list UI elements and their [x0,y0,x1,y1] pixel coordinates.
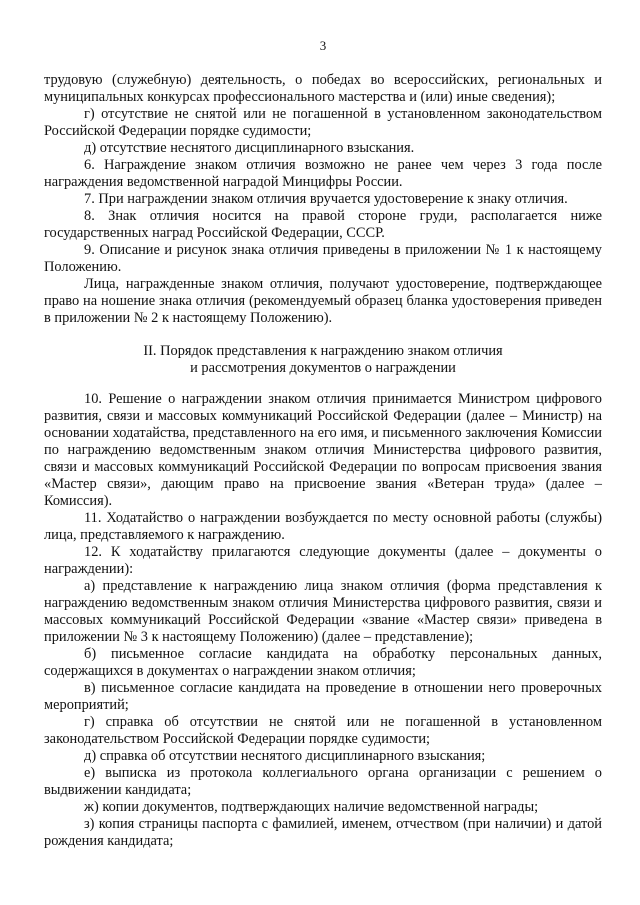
paragraph-12-b: б) письменное согласие кандидата на обработку персональных данных, содержащихся в документах о награждении знаком отличия; [44,646,602,679]
section-title-line-2: и рассмотрения документов о награждении [190,360,456,376]
page-number: 3 [319,38,327,53]
paragraph-12-e: е) выписка из протокола коллегиального органа организации с решением о выдвижении кандидата; [44,765,602,798]
paragraph-9: 9. Описание и рисунок знака отличия приведены в приложении № 1 к настоящему Положению. [44,242,602,275]
paragraph-item-d: д) отсутствие неснятого дисциплинарного взыскания. [84,140,415,156]
paragraph-12-a: а) представление к награждению лица знаком отличия (форма представления к награждению ведомственным знаком отличия Министерства цифрового развития, связи и массовых коммуникаций Российской Федерации «звание «Мастер связи» приведена в приложении № 3 к настоящему Положению) (далее – представление); [44,578,602,645]
paragraph-12-zh: ж) копии документов, подтверждающих наличие ведомственной награды; [84,799,539,815]
section-title [44,343,602,377]
paragraph-10: 10. Решение о награждении знаком отличия принимается Министром цифрового развития, связи и массовых коммуникаций Российской Федерации (далее – Министр) на основании ходатайства, представленного на его имя, и письменного заключения Комиссии по награждению ведомственным знаком отличия Министерства цифрового развития, связи и массовых коммуникаций Российской Федерации по вопросам присвоения звания «Мастер связи», дающим право на присвоение звания «Ветеран труда» (далее – Комиссия). [44,391,602,509]
paragraph-continuation: трудовую (служебную) деятельность, о победах во всероссийских, региональных и муниципальных конкурсах профессионального мастерства и (или) иные сведения); [44,72,602,105]
paragraph-12-g: г) справка об отсутствии не снятой или не погашенной в установленном законодательством Российской Федерации порядке судимости; [44,714,602,747]
paragraph-8: 8. Знак отличия носится на правой стороне груди, располагается ниже государственных наград Российской Федерации, СССР. [44,208,602,241]
paragraph-12-v: в) письменное согласие кандидата на проведение в отношении него проверочных мероприятий; [44,680,602,713]
paragraph-7: 7. При награждении знаком отличия вручается удостоверение к знаку отличия. [84,191,568,207]
paragraph-12: 12. К ходатайству прилагаются следующие документы (далее – документы о награждении): [44,544,602,577]
section-title-line-1: II. Порядок представления к награждению знаком отличия [143,343,503,359]
paragraph-certificate: Лица, награжденные знаком отличия, получают удостоверение, подтверждающее право на ношение знака отличия (рекомендуемый образец бланка удостоверения приведен в приложении № 2 к настоящему Положению). [44,276,602,326]
paragraph-12-z: з) копия страницы паспорта с фамилией, именем, отчеством (при наличии) и датой рождения кандидата; [44,816,602,849]
paragraph-item-g: г) отсутствие не снятой или не погашенной в установленном законодательством Российской Федерации порядке судимости; [44,106,602,139]
paragraph-6: 6. Награждение знаком отличия возможно не ранее чем через 3 года после награждения ведомственной наградой Минцифры России. [44,157,602,190]
paragraph-11: 11. Ходатайство о награждении возбуждается по месту основной работы (службы) лица, представляемого к награждению. [44,510,602,543]
paragraph-12-d: д) справка об отсутствии неснятого дисциплинарного взыскания; [84,748,486,764]
